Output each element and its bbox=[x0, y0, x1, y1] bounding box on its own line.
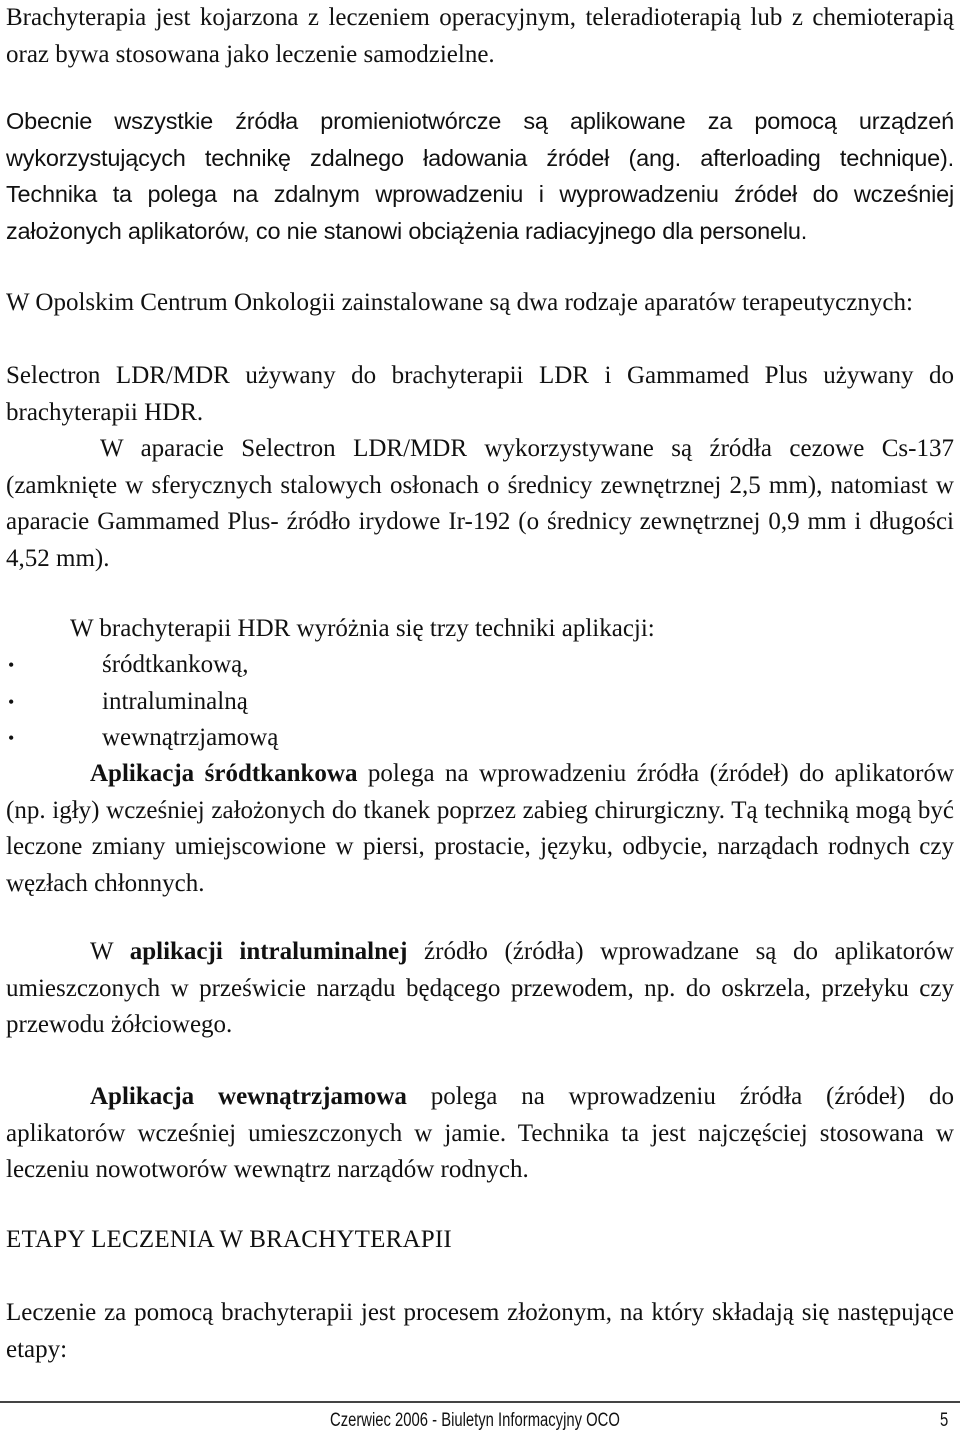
section-heading: ETAPY LECZENIA W BRACHYTERAPII bbox=[6, 1226, 452, 1253]
paragraph-stages: Leczenie za pomocą brachyterapii jest procesem złożonym, na który składają się następujące etapy: bbox=[6, 1299, 954, 1363]
paragraph-opole-centre: W Opolskim Centrum Onkologii zainstalowane są dwa rodzaje aparatów terapeutycznych: bbox=[6, 289, 913, 316]
paragraph-hdr-techniques: W brachyterapii HDR wyróżnia się trzy techniki aplikacji: bbox=[70, 615, 655, 642]
list-item: • intraluminalną bbox=[6, 684, 954, 721]
paragraph-intro: Brachyterapia jest kojarzona z leczeniem operacyjnym, teleradioterapią lub z chemioterapią oraz bywa stosowana jako leczenie samodzielne. bbox=[6, 4, 954, 68]
footer-divider bbox=[0, 1401, 960, 1403]
footer-text: Czerwiec 2006 - Biuletyn Informacyjny OCO bbox=[330, 1410, 620, 1431]
list-item: • śródtkankową, bbox=[6, 647, 954, 684]
list-item: • wewnątrzjamową bbox=[6, 720, 954, 757]
page-number: 5 bbox=[940, 1410, 949, 1431]
bullet-icon: • bbox=[8, 655, 15, 675]
paragraph-intracavitary: Aplikacja wewnątrzjamowa polega na wprowadzeniu źródła (źródeł) do aplikatorów wcześniej umieszczonych w jamie. Technika ta jest najczęściej stosowana w leczeniu nowotworów wewnątrz narządów rodnych. bbox=[6, 1083, 954, 1183]
bullet-icon: • bbox=[8, 728, 15, 748]
paragraph-devices: Selectron LDR/MDR używany do brachyterapii LDR i Gammamed Plus używany do brachyterapii HDR. bbox=[6, 362, 954, 426]
paragraph-afterloading: Obecnie wszystkie źródła promieniotwórcze są aplikowane za pomocą urządzeń wykorzystujących technikę zdalnego ładowania źródeł (ang. afterloading technique). Technika ta polega na zdalnym wprowadzeniu i wyprowadzeniu źródeł do wcześniej założonych aplikatorów, co nie stanowi obciążenia radiacyjnego dla personelu. bbox=[6, 108, 954, 244]
paragraph-intraluminal: W aplikacji intraluminalnej źródło (źródła) wprowadzane są do aplikatorów umieszczonych w prześwicie narządu będącego przewodem, np. do oskrzela, przełyku czy przewodu żółciowego. bbox=[6, 938, 954, 1038]
paragraph-sources: W aparacie Selectron LDR/MDR wykorzystywane są źródła cezowe Cs-137 (zamknięte w sferycznych stalowych osłonach o średnicy zewnętrznej 2,5 mm), natomiast w aparacie Gammamed Plus- źródło irydowe Ir-192 (o średnicy zewnętrznej 0,9 mm i długości 4,52 mm). bbox=[6, 435, 954, 572]
techniques-list bbox=[6, 647, 954, 757]
bullet-icon: • bbox=[8, 691, 15, 712]
paragraph-interstitial: Aplikacja śródtkankowa polega na wprowadzeniu źródła (źródeł) do aplikatorów (np. igły) wcześniej założonych do tkanek poprzez zabieg chirurgiczny. Tą techniką mogą być leczone zmiany umiejscowione w piersi, prostacie, języku, odbycie, narządach rodnych czy węzłach chłonnych. bbox=[6, 760, 954, 897]
